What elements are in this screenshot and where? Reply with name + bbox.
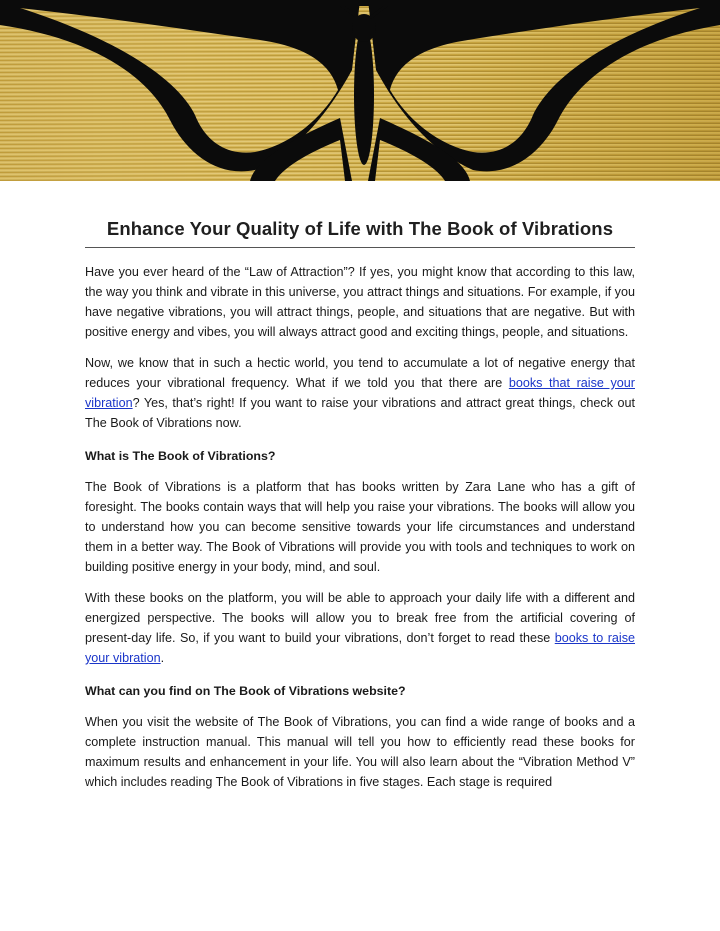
paragraph-text: Now, we know that in such a hectic world, you tend to accumulate a lot of negative energy that reduces your vibrational frequency. What if we told you that there are	[85, 356, 635, 390]
paragraph-law-of-attraction: Have you ever heard of the “Law of Attraction”? If yes, you might know that according to this law, the way you think and vibrate in this universe, you attract things and situations. For example, if you have negative vibrations, you will attract things, people, and situations that are negative. But with positive energy and vibes, you will always attract good and exciting things, people, and situations.	[85, 265, 635, 339]
section-heading-what-is: What is The Book of Vibrations?	[85, 449, 276, 463]
books-raise-vibration-link[interactable]: books that raise your vibration	[85, 376, 635, 410]
document-body	[85, 218, 635, 792]
butterfly-banner-image	[0, 0, 720, 181]
butterfly-icon	[0, 0, 720, 181]
paragraph-negative-energy	[85, 353, 635, 433]
paragraph-text: .	[160, 651, 165, 665]
paragraph-energized-perspective	[85, 588, 635, 668]
section-heading-website: What can you find on The Book of Vibrations website?	[85, 684, 406, 698]
books-to-raise-vibration-link[interactable]: books to raise your vibration	[85, 631, 636, 665]
paragraph-text: ? Yes, that’s right! If you want to raise your vibrations and attract great things, check out The Book of Vibrations now.	[85, 396, 635, 430]
paragraph-website-contents: When you visit the website of The Book of Vibrations, you can find a wide range of books and a complete instruction manual. This manual will tell you how to efficiently read these books for maximum results and enhancement in your life. You will also learn about the “Vibration Method V” which includes reading The Book of Vibrations in five stages. Each stage is required	[85, 715, 635, 789]
paragraph-platform-description: The Book of Vibrations is a platform that has books written by Zara Lane who has a gift of foresight. The books contain ways that will help you raise your vibrations. The books will allow you to understand how you can become sensitive towards your life circumstances and understand them in a better way. The Book of Vibrations will provide you with tools and techniques to work on building positive energy in your body, mind, and soul.	[85, 480, 635, 574]
document-title: Enhance Your Quality of Life with The Book of Vibrations	[85, 218, 635, 248]
paragraph-text: With these books on the platform, you will be able to approach your daily life with a different and energized perspective. The books will allow you to break free from the artificial covering of present-day life. So, if you want to build your vibrations, don’t forget to read these	[85, 591, 635, 645]
